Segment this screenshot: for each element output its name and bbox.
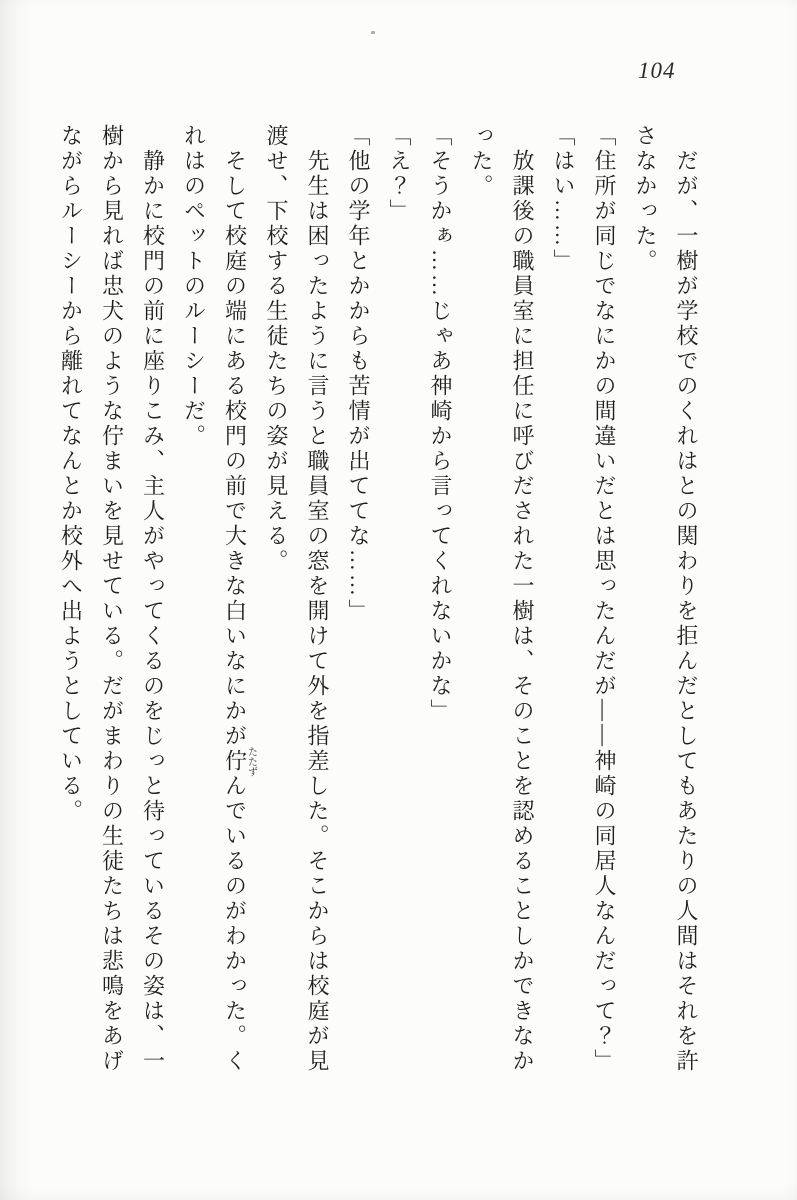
text-line: 「え？」 <box>387 124 412 224</box>
text-line: れはのペットのルーシーだ。 <box>181 124 207 449</box>
text-line: だが、一樹が学校でのくれはとの関わりを拒んだとしてもあたりの人間はそれを許 <box>674 124 699 1074</box>
text-line: った。 <box>469 124 494 199</box>
text-line: さなかった。 <box>633 124 658 274</box>
furigana-ruby <box>222 746 257 777</box>
text-segment: んでいるのがわかった。く <box>222 774 248 1074</box>
text-line: 「他の学年とかからも苦情が出ててな……」 <box>346 124 371 624</box>
ruby-base: 佇 <box>222 746 248 777</box>
scan-speck <box>371 31 375 34</box>
text-line: 放課後の職員室に担任に呼びだされた一樹は、そのことを認めることしかできなか <box>510 124 535 1074</box>
text-line: 「そうかぁ……じゃあ神崎から言ってくれないかな」 <box>428 124 453 724</box>
text-line: 静かに校門の前に座りこみ、主人がやってくるのをじっと待っているその姿は、一 <box>140 124 166 1074</box>
page-text <box>51 124 707 1086</box>
page-number: 104 <box>638 58 676 83</box>
text-segment: そして校庭の端にある校門の前で大きな白いなにかが <box>222 124 248 749</box>
text-line: 先生は困ったように言うと職員室の窓を開けて外を指差した。そこからは校庭が見 <box>305 124 330 1074</box>
text-line: ながらルーシーから離れてなんとか校外へ出ようとしている。 <box>58 124 84 824</box>
text-line: 渡せ、下校する生徒たちの姿が見える。 <box>264 124 289 574</box>
ruby-text: たたず <box>245 746 257 777</box>
text-line: 樹から見れば忠犬のような佇まいを見せている。だがまわりの生徒たちは悲鳴をあげ <box>99 124 125 1074</box>
text-line: 「住所が同じでなにかの間違いだとは思ったんだが――神崎の同居人なんだって？」 <box>592 124 617 1074</box>
text-line <box>215 124 257 1086</box>
text-line: 「はい……」 <box>551 124 576 274</box>
